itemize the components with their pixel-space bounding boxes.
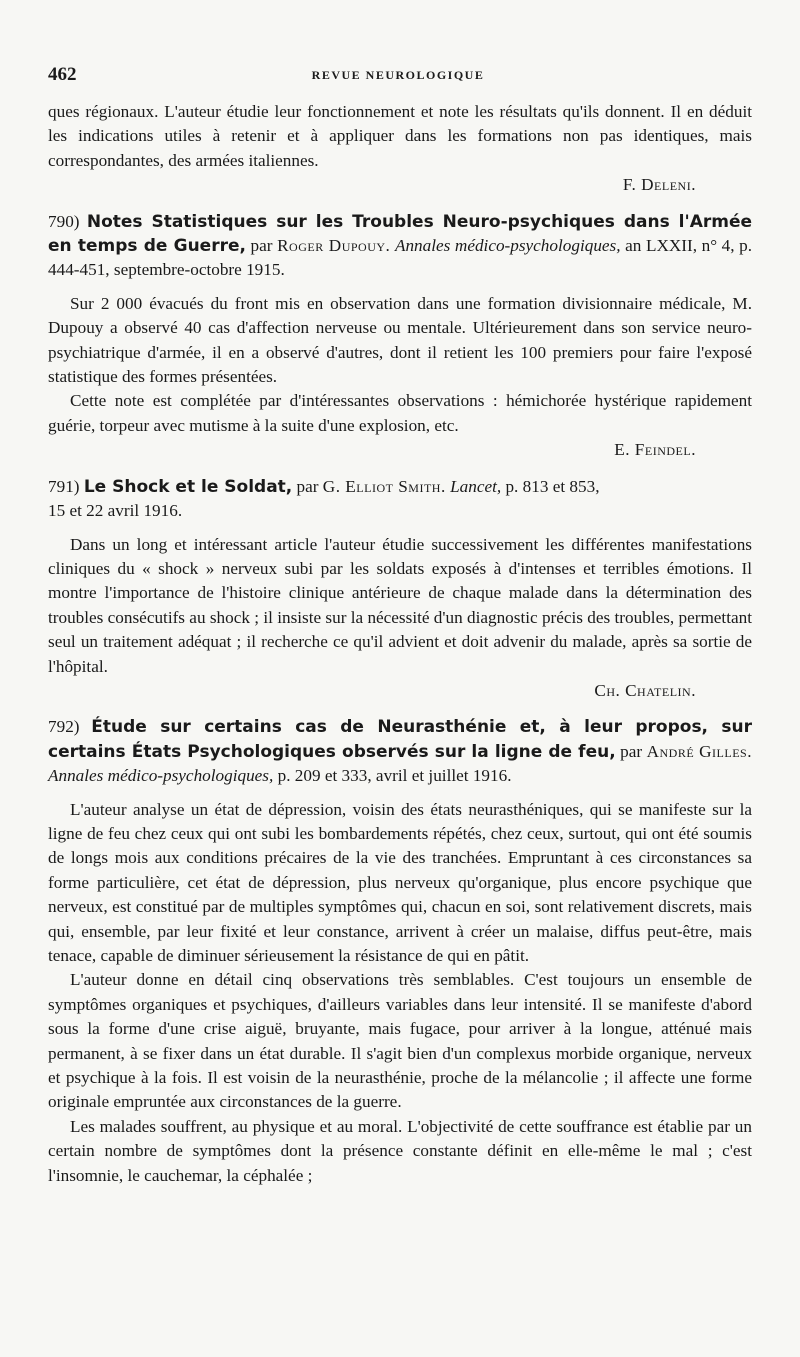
entry-791-heading [48,475,752,524]
entry-790-paragraph-2: Cette note est complétée par d'intéressantes observations : hémichorée hystérique rapidement guérie, torpeur avec mutisme à la suite d'une explosion, etc. [48,391,752,435]
entry-title: Notes Statistiques sur les Troubles Neuro-psychiques dans l'Armée en temps de Guerre, [48,211,753,257]
entry-790-paragraph-1: Sur 2 000 évacués du front mis en observation dans une formation divisionnaire médicale, M. Dupouy a observé 40 cas d'affection nerveuse ou mentale. Ultérieurement dans son service neuro-psychiatrique d'armée, il en a observé d'autres, dont il retient les 100 premiers pour faire l'exposé statistique des formes présentées. [48,293,752,387]
page-body [48,100,752,1188]
entry-citation: p. 209 et 333, avril et juillet 1916. [277,766,512,786]
entry-number: 791) [48,476,80,496]
entry-791-paragraph-1: Dans un long et intéressant article l'auteur étudie successivement les différentes manifestations cliniques du « shock » nerveux subi par les soldats exposés à d'intenses et terribles émotions. Il montre l'importance de l'histoire clinique antérieure de chaque malade dans la détermination des troubles consécutifs au shock ; il insiste sur la nécessité d'un diagnostic précis des troubles, permettant seul un traitement adéquat ; il recherche ce qu'il advient et doit advenir du malade, après sa sortie de l'hôpital. [48,534,752,676]
entry-790-signature: E. Feindel. [614,440,696,460]
entry-citation: p. 813 et 853, [505,476,600,496]
entry-journal: Lancet, [450,476,502,496]
page-header [48,64,748,88]
entry-journal: Annales médico-psychologiques, [48,766,274,786]
continuation-paragraph: ques régionaux. L'auteur étudie leur fonctionnement et note les résultats qu'ils donnent. Il en déduit les indications utiles à retenir et à appliquer dans les formations non pas identiques, mais correspondantes, des armées italiennes. [48,102,752,170]
entry-792-heading [48,715,752,788]
entry-citation: an LXXII, n° 4, p. 444-451, septembre-octobre 1915. [48,236,753,280]
entry-by: par [296,476,319,496]
entry-journal: Annales médico-psychologiques, [394,236,621,256]
entry-title: Étude sur certains cas de Neurasthénie et, à leur propos, sur certains États Psychologiques observés sur la ligne de feu, [48,717,753,762]
entry-792-paragraph-3: Les malades souffrent, au physique et au moral. L'objectivité de cette souffrance est établie par un certain nombre de symptômes dont la présence constante définit en elle-même le mal ; c'est l'insomnie, le cauchemar, la céphalée ; [48,1116,752,1185]
entry-number: 790) [48,211,80,231]
entry-792-paragraph-1: L'auteur analyse un état de dépression, voisin des états neurasthéniques, qui se manifeste sur la ligne de feu chez ceux qui ont subi les bombardements répétés, chez ceux, surtout, qui ont été soumis de longs mois aux conditions précaires de la vie des tranchées. Empruntant à ces circonstances sa forme particulière, cet état de dépression, plus nerveux qu'organique, plus encore psychique que nerveux, est constitué par de multiples symptômes qui, chacun en soi, sont relativement discrets, mais qui, ensemble, par leur fixité et leur constance, arrivent à créer un malaise, diffus peut-être, mais tenace, capable de diminuer sérieusement la résistance de qui en pâtit. [48,799,752,965]
running-title: REVUE NEUROLOGIQUE [311,68,485,82]
entry-author: André Gilles. [646,741,753,761]
entry-792-paragraph-2: L'auteur donne en détail cinq observations très semblables. C'est toujours un ensemble de symptômes organiques et psychiques, d'ailleurs variables dans leur intensité. Il se manifeste d'abord sous la forme d'une crise aiguë, bruyante, mais fugace, pour arriver à la longue, atténué mais permanent, à se fixer dans un état durable. Il s'agit bien d'un complexus morbide organique, nerveux et psychique à la fois. Il est voisin de la neurasthénie, proche de la mélancolie ; il affecte une forme originale empruntée aux circonstances de la guerre. [48,970,752,1112]
entry-title: Le Shock et le Soldat, [83,476,293,497]
page-number: 462 [48,64,77,85]
entry-790-heading [48,210,752,283]
entry-by: par [620,741,643,761]
entry-number: 792) [48,717,80,737]
entry-by: par [250,236,273,256]
reviewer-signature: F. Deleni. [622,175,696,195]
entry-author: G. Elliot Smith. [322,476,446,496]
entry-791-signature: Ch. Chatelin. [594,680,696,700]
entry-author: Roger Dupouy. [277,236,391,256]
entry-citation-dates: 15 et 22 avril 1916. [48,501,183,521]
